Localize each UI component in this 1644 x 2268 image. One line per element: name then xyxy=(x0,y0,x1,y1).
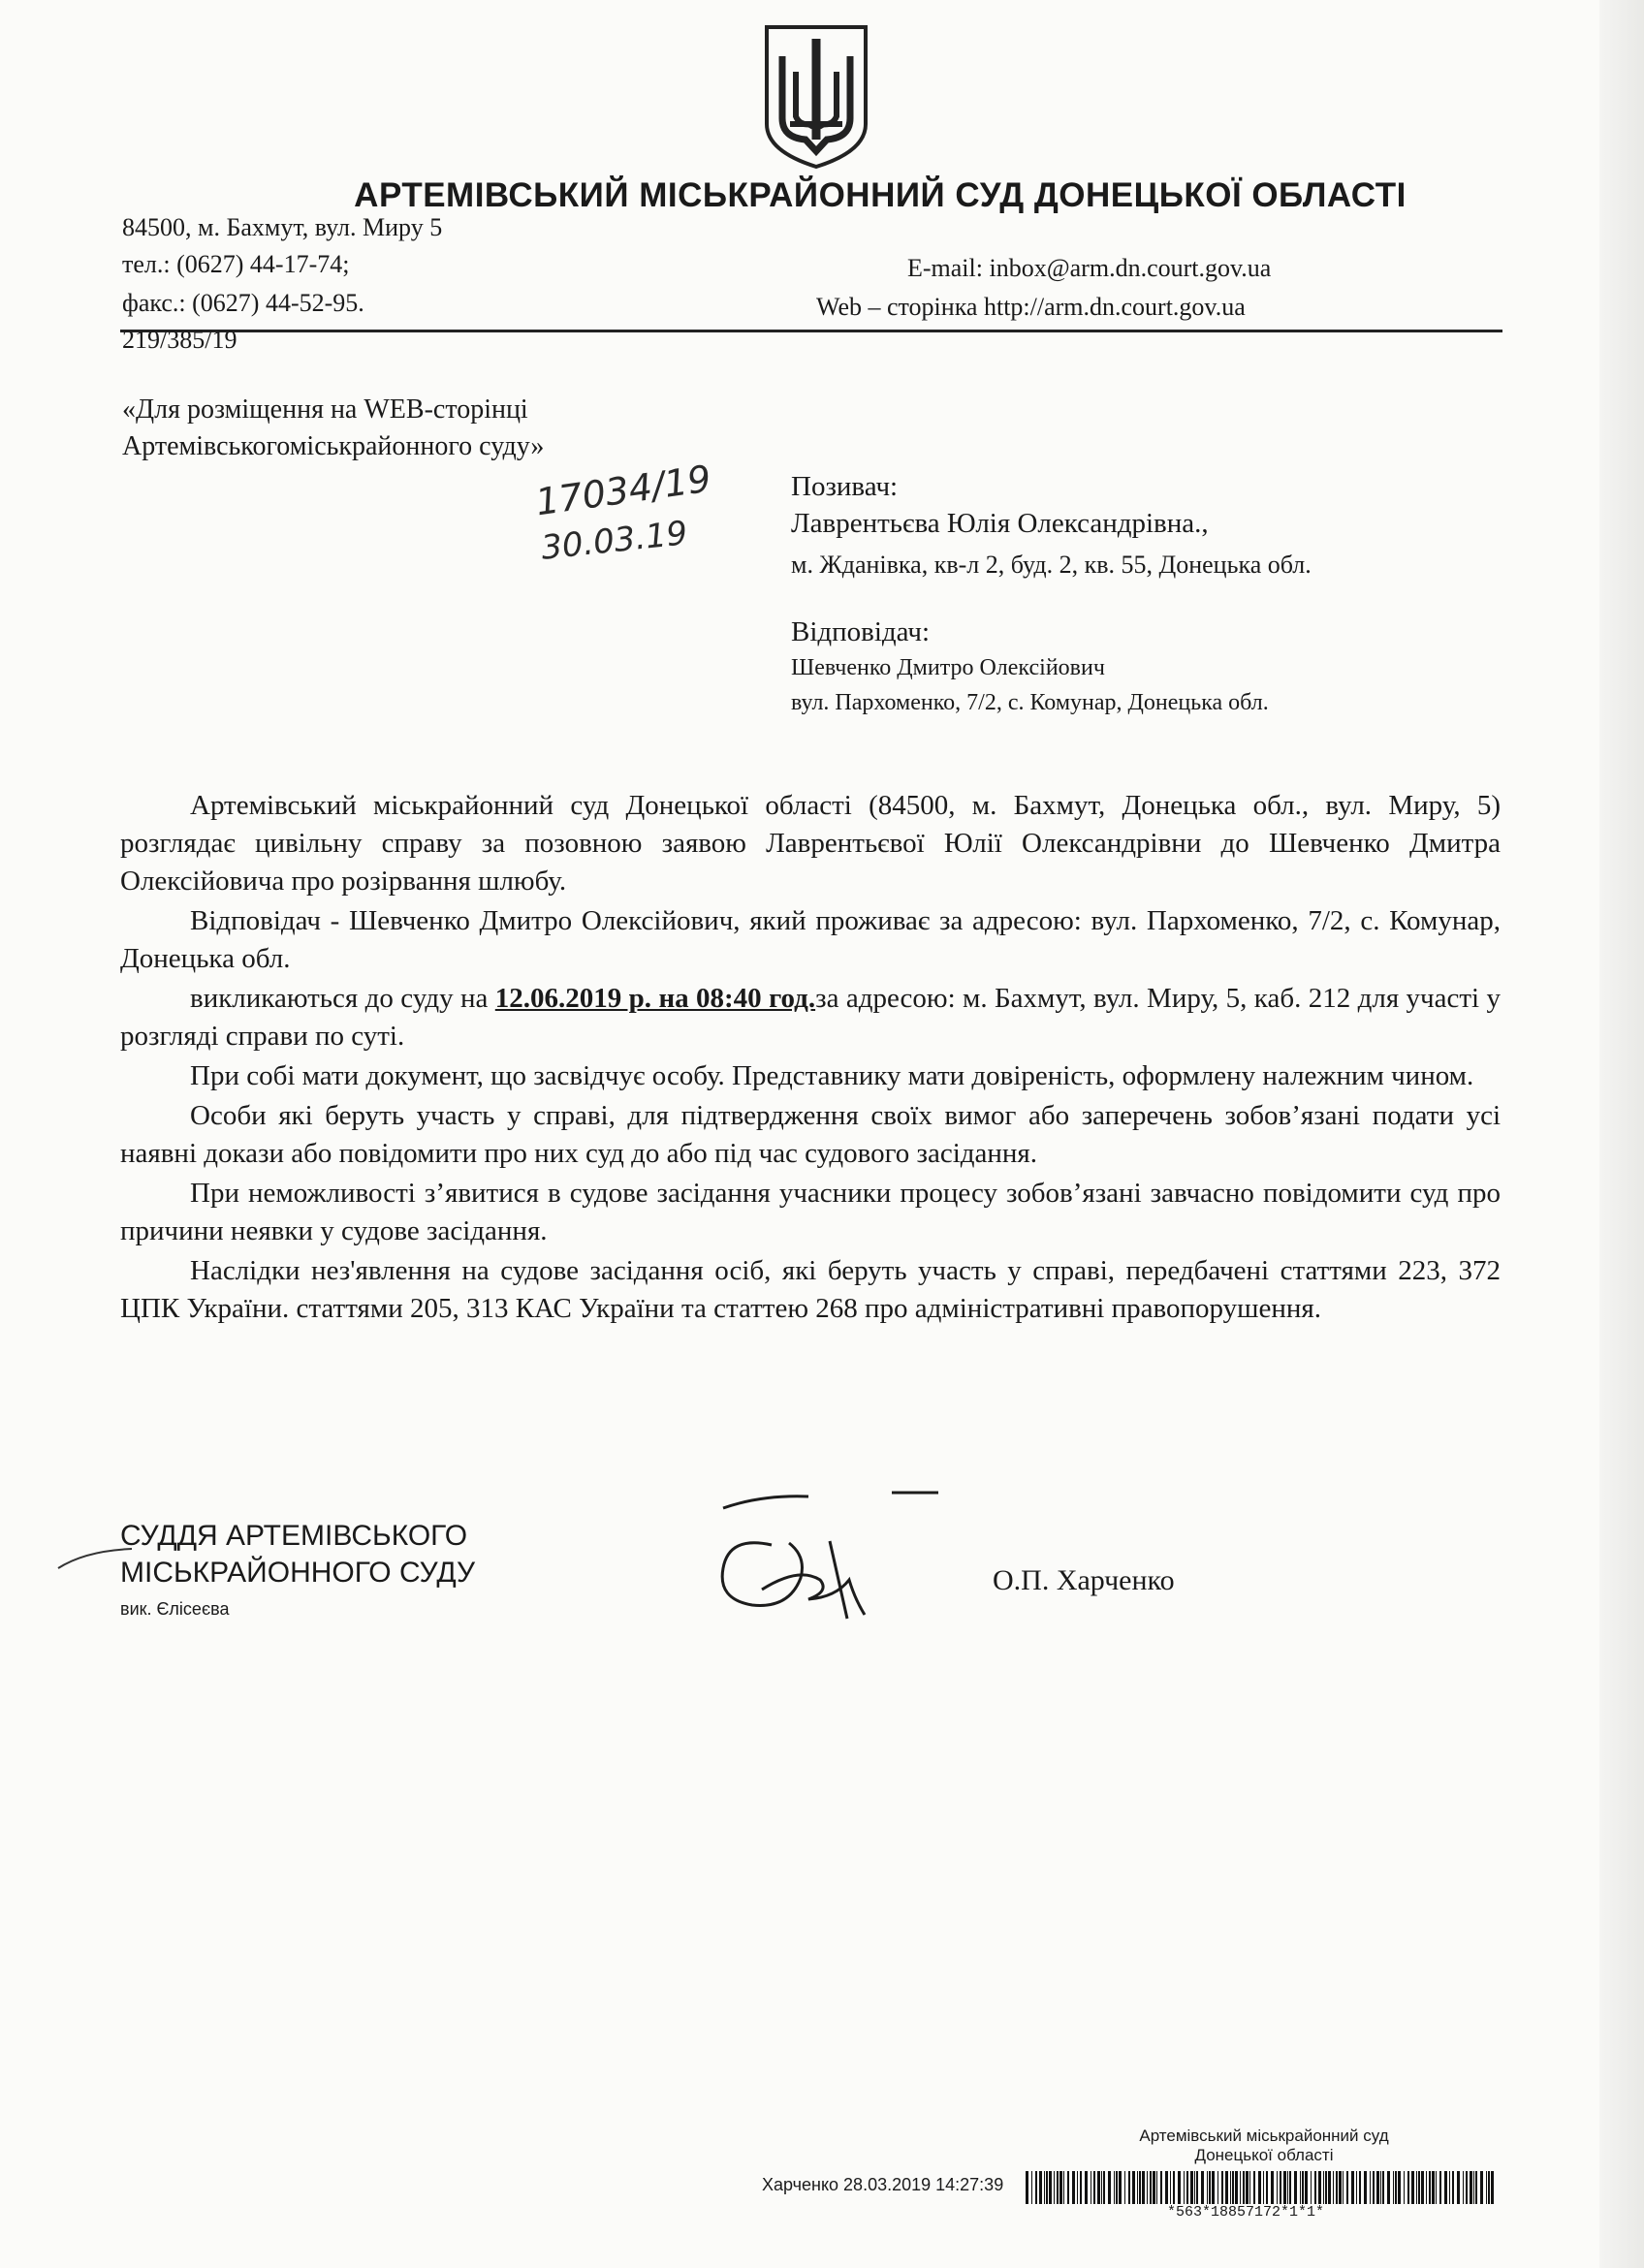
court-email: E-mail: inbox@arm.dn.court.gov.ua xyxy=(907,254,1272,282)
barcode-bar xyxy=(1165,2171,1168,2204)
barcode-bar xyxy=(1444,2171,1447,2204)
barcode-bar xyxy=(1421,2171,1424,2204)
publication-note-line2: Артемівськогоміськрайонного суду» xyxy=(122,431,545,461)
barcode-bar xyxy=(1328,2171,1331,2204)
barcode-bar xyxy=(1263,2171,1264,2204)
barcode-bar xyxy=(1150,2171,1152,2204)
barcode-bar xyxy=(1429,2171,1431,2204)
barcode-bar xyxy=(1488,2171,1490,2204)
barcode xyxy=(1026,2171,1497,2204)
barcode-bar xyxy=(1436,2171,1437,2204)
barcode-bar xyxy=(1067,2171,1069,2204)
barcode-bar xyxy=(1124,2171,1125,2204)
barcode-bar xyxy=(1325,2171,1327,2204)
barcode-bar xyxy=(1190,2171,1193,2204)
barcode-number: *563*18857172*1*1* xyxy=(1167,2204,1325,2221)
barcode-bar xyxy=(1184,2171,1185,2204)
barcode-bar xyxy=(1128,2171,1130,2204)
barcode-bar xyxy=(1287,2171,1288,2204)
barcode-bar xyxy=(1209,2171,1211,2204)
barcode-bar xyxy=(1103,2171,1105,2204)
barcode-bar xyxy=(1266,2171,1268,2204)
registration-stamp: Харченко 28.03.2019 14:27:39 xyxy=(762,2175,1004,2194)
barcode-bar xyxy=(1376,2171,1379,2204)
barcode-bar xyxy=(1416,2171,1417,2204)
body-paragraph-defendant: Відповідач - Шевченко Дмитро Олексійович, який проживає за адресою: вул. Пархоменко, 7/2, с. Комунар, Донецька обл. xyxy=(120,905,1501,974)
barcode-bar xyxy=(1364,2171,1367,2204)
coat-of-arms-icon xyxy=(761,23,871,171)
barcode-bar xyxy=(1300,2171,1301,2204)
barcode-bar xyxy=(1139,2171,1141,2204)
barcode-bar xyxy=(1470,2171,1472,2204)
barcode-bar xyxy=(1057,2171,1059,2204)
barcode-bar xyxy=(1114,2171,1115,2204)
barcode-bar xyxy=(1049,2171,1052,2204)
hearing-intro: викликаються до суду на xyxy=(190,983,495,1014)
barcode-bar xyxy=(1217,2171,1218,2204)
body-paragraph-consequences: Наслідки нез'явлення на судове засідання осіб, які беруть участь у справі, передбачені статтями 223, 372 ЦПК України. статтями 205, 313 КАС України та статтею 268 про адміністративні правопорушення. xyxy=(120,1255,1501,1324)
barcode-bar xyxy=(1491,2171,1494,2204)
judge-name: О.П. Харченко xyxy=(993,1564,1175,1596)
defendant-label: Відповідач: xyxy=(791,616,931,647)
barcode-bar xyxy=(1418,2171,1420,2204)
barcode-bar xyxy=(1170,2171,1171,2204)
footer-court-line2: Донецької області xyxy=(1194,2146,1334,2164)
barcode-bar xyxy=(1240,2171,1241,2204)
hearing-datetime: 12.06.2019 р. на 08:40 год. xyxy=(494,983,816,1014)
barcode-bar xyxy=(1160,2171,1162,2204)
barcode-bar xyxy=(1387,2171,1390,2204)
barcode-bar xyxy=(1156,2171,1157,2204)
pen-mark xyxy=(56,1547,134,1570)
barcode-bar xyxy=(1277,2171,1278,2204)
barcode-bar xyxy=(1147,2171,1148,2204)
barcode-bar xyxy=(1346,2171,1348,2204)
barcode-bar xyxy=(1463,2171,1464,2204)
barcode-bar xyxy=(1393,2171,1394,2204)
barcode-bar xyxy=(1351,2171,1354,2204)
body-paragraph-absence: При неможливості з’явитися в судове засідання учасники процесу зобов’язані завчасно повідомити суд про причини неявки у судове засідання. xyxy=(120,1178,1501,1246)
court-phone: тел.: (0627) 44-17-74; xyxy=(122,250,350,278)
barcode-bar xyxy=(1153,2171,1155,2204)
barcode-bar xyxy=(1054,2171,1055,2204)
body-paragraph-evidence: Особи які беруть участь у справі, для підтвердження своїх вимог або заперечень зобов’язані подати усі наявні докази або повідомити про них суд до або під час судового засідання. xyxy=(120,1100,1501,1169)
body-paragraph-case: Артемівський міськрайонний суд Донецької області (84500, м. Бахмут, Донецька обл., вул. Миру, 5) розглядає цивільну справу за позовною заявою Лаврентьєвої Юлії Олександрівни до Шевченко Дмитра Олексійовича про розірвання шлюбу. xyxy=(120,790,1501,897)
barcode-bar xyxy=(1108,2171,1111,2204)
barcode-bar xyxy=(1339,2171,1342,2204)
barcode-bar xyxy=(1093,2171,1095,2204)
judge-title-line1: СУДДЯ АРТЕМІВСЬКОГО xyxy=(120,1520,468,1552)
barcode-bar xyxy=(1283,2171,1286,2204)
footer-court-line1: Артемівський міськрайонний суд xyxy=(1139,2126,1389,2145)
barcode-bar xyxy=(1137,2171,1138,2204)
scan-edge xyxy=(1599,0,1644,2268)
barcode-bar xyxy=(1343,2171,1344,2204)
barcode-bar xyxy=(1271,2171,1274,2204)
executor-name: вик. Єлісеєва xyxy=(120,1599,230,1619)
barcode-bar xyxy=(1249,2171,1250,2204)
footer-court-name xyxy=(1101,2126,1427,2165)
barcode-bar xyxy=(1466,2171,1468,2204)
judge-title-line2: МІСЬКРАЙОННОГО СУДУ xyxy=(120,1557,476,1589)
barcode-bar xyxy=(1452,2171,1454,2204)
barcode-bar xyxy=(1085,2171,1088,2204)
judge-title xyxy=(120,1518,475,1591)
hearing-location: за адресою: м. Бахмут, вул. Миру, 5, каб. 212 для участі у розгляді справи по суті. xyxy=(120,983,1501,1052)
barcode-bar xyxy=(1395,2171,1397,2204)
barcode-bar xyxy=(1457,2171,1460,2204)
court-address: 84500, м. Бахмут, вул. Миру 5 xyxy=(122,213,443,241)
defendant-name: Шевченко Дмитро Олексійович xyxy=(791,655,1105,680)
barcode-bar xyxy=(1280,2171,1281,2204)
barcode-bar xyxy=(1336,2171,1338,2204)
barcode-bar xyxy=(1480,2171,1483,2204)
barcode-bar xyxy=(1196,2171,1198,2204)
barcode-bar xyxy=(1373,2171,1375,2204)
barcode-bar xyxy=(1486,2171,1487,2204)
barcode-bar xyxy=(1305,2171,1308,2204)
barcode-bar xyxy=(1426,2171,1427,2204)
barcode-bar xyxy=(1186,2171,1188,2204)
plaintiff-address: м. Жданівка, кв-л 2, буд. 2, кв. 55, Донецька обл. xyxy=(791,551,1312,579)
barcode-bar xyxy=(1253,2171,1255,2204)
barcode-bar xyxy=(1289,2171,1291,2204)
barcode-bar xyxy=(1356,2171,1357,2204)
body-paragraph-documents: При собі мати документ, що засвідчує особу. Представнику мати довіреність, оформлену належним чином. xyxy=(190,1060,1474,1091)
barcode-bar xyxy=(1294,2171,1297,2204)
barcode-bar xyxy=(1411,2171,1414,2204)
barcode-bar xyxy=(1178,2171,1181,2204)
barcode-bar xyxy=(1323,2171,1324,2204)
barcode-bar xyxy=(1380,2171,1381,2204)
plaintiff-label: Позивач: xyxy=(791,471,899,502)
letterhead-divider xyxy=(120,330,1502,332)
barcode-bar xyxy=(1207,2171,1208,2204)
barcode-bar xyxy=(1044,2171,1045,2204)
barcode-bar xyxy=(1026,2171,1028,2204)
barcode-bar xyxy=(1398,2171,1401,2204)
barcode-bar xyxy=(1101,2171,1102,2204)
handwritten-reg-date: 30.03.19 xyxy=(539,514,690,568)
court-fax: факс.: (0627) 44-52-95. xyxy=(122,289,364,317)
barcode-bar xyxy=(1173,2171,1175,2204)
barcode-bar xyxy=(1212,2171,1215,2204)
barcode-bar xyxy=(1333,2171,1334,2204)
defendant-address: вул. Пархоменко, 7/2, с. Комунар, Донецька обл. xyxy=(791,690,1269,715)
barcode-bar xyxy=(1035,2171,1037,2204)
barcode-bar xyxy=(1119,2171,1122,2204)
barcode-bar xyxy=(1080,2171,1082,2204)
barcode-bar xyxy=(1225,2171,1228,2204)
barcode-bar xyxy=(1230,2171,1231,2204)
barcode-bar xyxy=(1221,2171,1223,2204)
barcode-bar xyxy=(1097,2171,1100,2204)
barcode-bar xyxy=(1243,2171,1245,2204)
barcode-bar xyxy=(1404,2171,1405,2204)
court-website: Web – сторінка http://arm.dn.court.gov.ua xyxy=(816,293,1246,321)
barcode-bar xyxy=(1072,2171,1075,2204)
publication-note xyxy=(122,392,544,465)
barcode-bar xyxy=(1116,2171,1118,2204)
body-paragraph-hearing xyxy=(120,980,1501,1055)
barcode-bar xyxy=(1232,2171,1234,2204)
barcode-bar xyxy=(1302,2171,1304,2204)
barcode-bar xyxy=(1359,2171,1361,2204)
barcode-bar xyxy=(1194,2171,1195,2204)
barcode-bar xyxy=(1473,2171,1474,2204)
barcode-bar xyxy=(1059,2171,1062,2204)
barcode-bar xyxy=(1432,2171,1435,2204)
summons-body xyxy=(120,787,1501,1330)
barcode-bar xyxy=(1201,2171,1204,2204)
barcode-bar xyxy=(1039,2171,1042,2204)
barcode-bar xyxy=(1475,2171,1477,2204)
signature-image xyxy=(684,1473,956,1628)
publication-note-line1: «Для розміщення на WEB-сторінці xyxy=(122,394,528,425)
barcode-bar xyxy=(1382,2171,1384,2204)
barcode-bar xyxy=(1246,2171,1249,2204)
barcode-bar xyxy=(1077,2171,1078,2204)
barcode-bar xyxy=(1311,2171,1312,2204)
barcode-bar xyxy=(1314,2171,1316,2204)
handwritten-reg-number: 17034/19 xyxy=(532,457,714,524)
barcode-bar xyxy=(1449,2171,1450,2204)
barcode-bar xyxy=(1063,2171,1064,2204)
barcode-bar xyxy=(1439,2171,1441,2204)
outgoing-number: 219/385/19 xyxy=(122,326,237,354)
barcode-bar xyxy=(1132,2171,1135,2204)
barcode-bar xyxy=(1258,2171,1261,2204)
barcode-bar xyxy=(1318,2171,1321,2204)
court-name: АРТЕМІВСЬКИЙ МІСЬКРАЙОННИЙ СУД ДОНЕЦЬКОЇ ОБЛАСТІ xyxy=(354,176,1407,214)
plaintiff-name: Лаврентьєва Юлія Олександрівна., xyxy=(791,508,1209,539)
barcode-bar xyxy=(1031,2171,1032,2204)
barcode-bar xyxy=(1370,2171,1371,2204)
barcode-bar xyxy=(1142,2171,1145,2204)
barcode-bar xyxy=(1046,2171,1048,2204)
barcode-bar xyxy=(1407,2171,1409,2204)
barcode-bar xyxy=(1235,2171,1238,2204)
